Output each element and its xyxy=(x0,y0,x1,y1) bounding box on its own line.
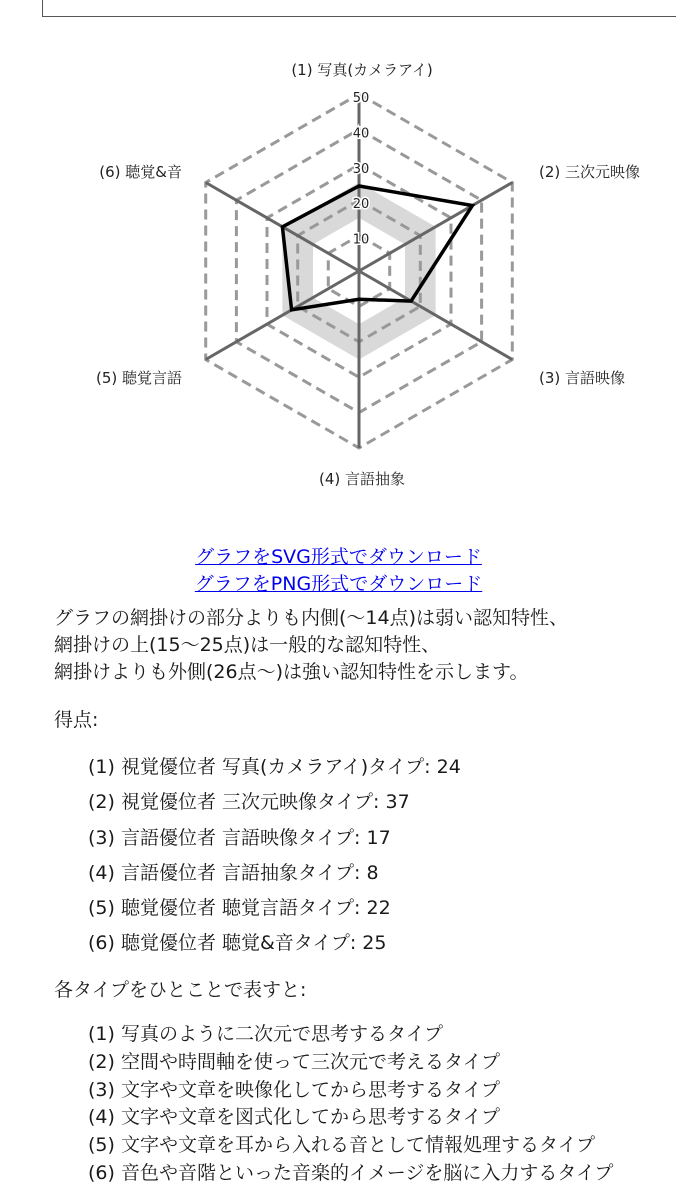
score-item: (6) 聴覚優位者 聴覚&音タイプ: 25 xyxy=(88,932,387,955)
radial-tick-label: 20 xyxy=(352,197,370,213)
axis-label: (1) 写真(カメラアイ) xyxy=(291,61,433,79)
score-item: (1) 視覚優位者 写真(カメラアイ)タイプ: 24 xyxy=(88,756,461,778)
type-description-item: (5) 文字や文章を耳から入れる音として情報処理するタイプ xyxy=(88,1134,596,1157)
description-line: グラフの網掛けの部分よりも内側(～14点)は弱い認知特性、 xyxy=(54,607,569,629)
type-description-item: (6) 音色や音階といった音楽的イメージを脳に入力するタイプ xyxy=(88,1161,614,1184)
score-item: (4) 言語優位者 言語抽象タイプ: 8 xyxy=(88,861,379,884)
axis-label: (6) 聴覚&音 xyxy=(99,163,182,181)
type-description-item: (1) 写真のように二次元で思考するタイプ xyxy=(88,1023,444,1045)
top-border xyxy=(42,0,676,17)
axis-label: (3) 言語映像 xyxy=(539,369,626,387)
score-item: (2) 視覚優位者 三次元映像タイプ: 37 xyxy=(88,791,410,814)
radial-tick-label: 50 xyxy=(352,91,370,106)
download-links xyxy=(0,544,677,598)
type-description-item: (4) 文字や文章を図式化してから思考するタイプ xyxy=(88,1106,501,1129)
download-png-link[interactable]: グラフをPNG形式でダウンロード xyxy=(194,573,483,595)
radial-tick-label: 40 xyxy=(352,126,370,142)
axis-label: (2) 三次元映像 xyxy=(539,163,641,181)
axis-label: (5) 聴覚言語 xyxy=(95,369,182,387)
score-item: (3) 言語優位者 言語映像タイプ: 17 xyxy=(88,826,391,849)
chart-description xyxy=(54,605,669,686)
score-item: (5) 聴覚優位者 聴覚言語タイプ: 22 xyxy=(88,897,391,920)
scores-heading: 得点: xyxy=(54,709,99,731)
radial-tick-label: 10 xyxy=(352,232,370,248)
description-line: 網掛けよりも外側(26点～)は強い認知特性を示します。 xyxy=(54,661,529,683)
download-svg-link[interactable]: グラフをSVG形式でダウンロード xyxy=(195,546,482,568)
description-line: 網掛けの上(15～25点)は一般的な認知特性、 xyxy=(54,634,441,656)
scores-list xyxy=(88,750,461,962)
radial-tick-label: 30 xyxy=(352,161,370,177)
radar-chart xyxy=(0,40,677,510)
type-description-item: (2) 空間や時間軸を使って三次元で考えるタイプ xyxy=(88,1050,501,1073)
type-description-list xyxy=(88,1020,613,1187)
axis-label: (4) 言語抽象 xyxy=(318,470,406,488)
types-heading: 各タイプをひとことで表すと: xyxy=(54,979,307,1001)
type-description-item: (3) 文字や文章を映像化してから思考するタイプ xyxy=(88,1078,501,1101)
